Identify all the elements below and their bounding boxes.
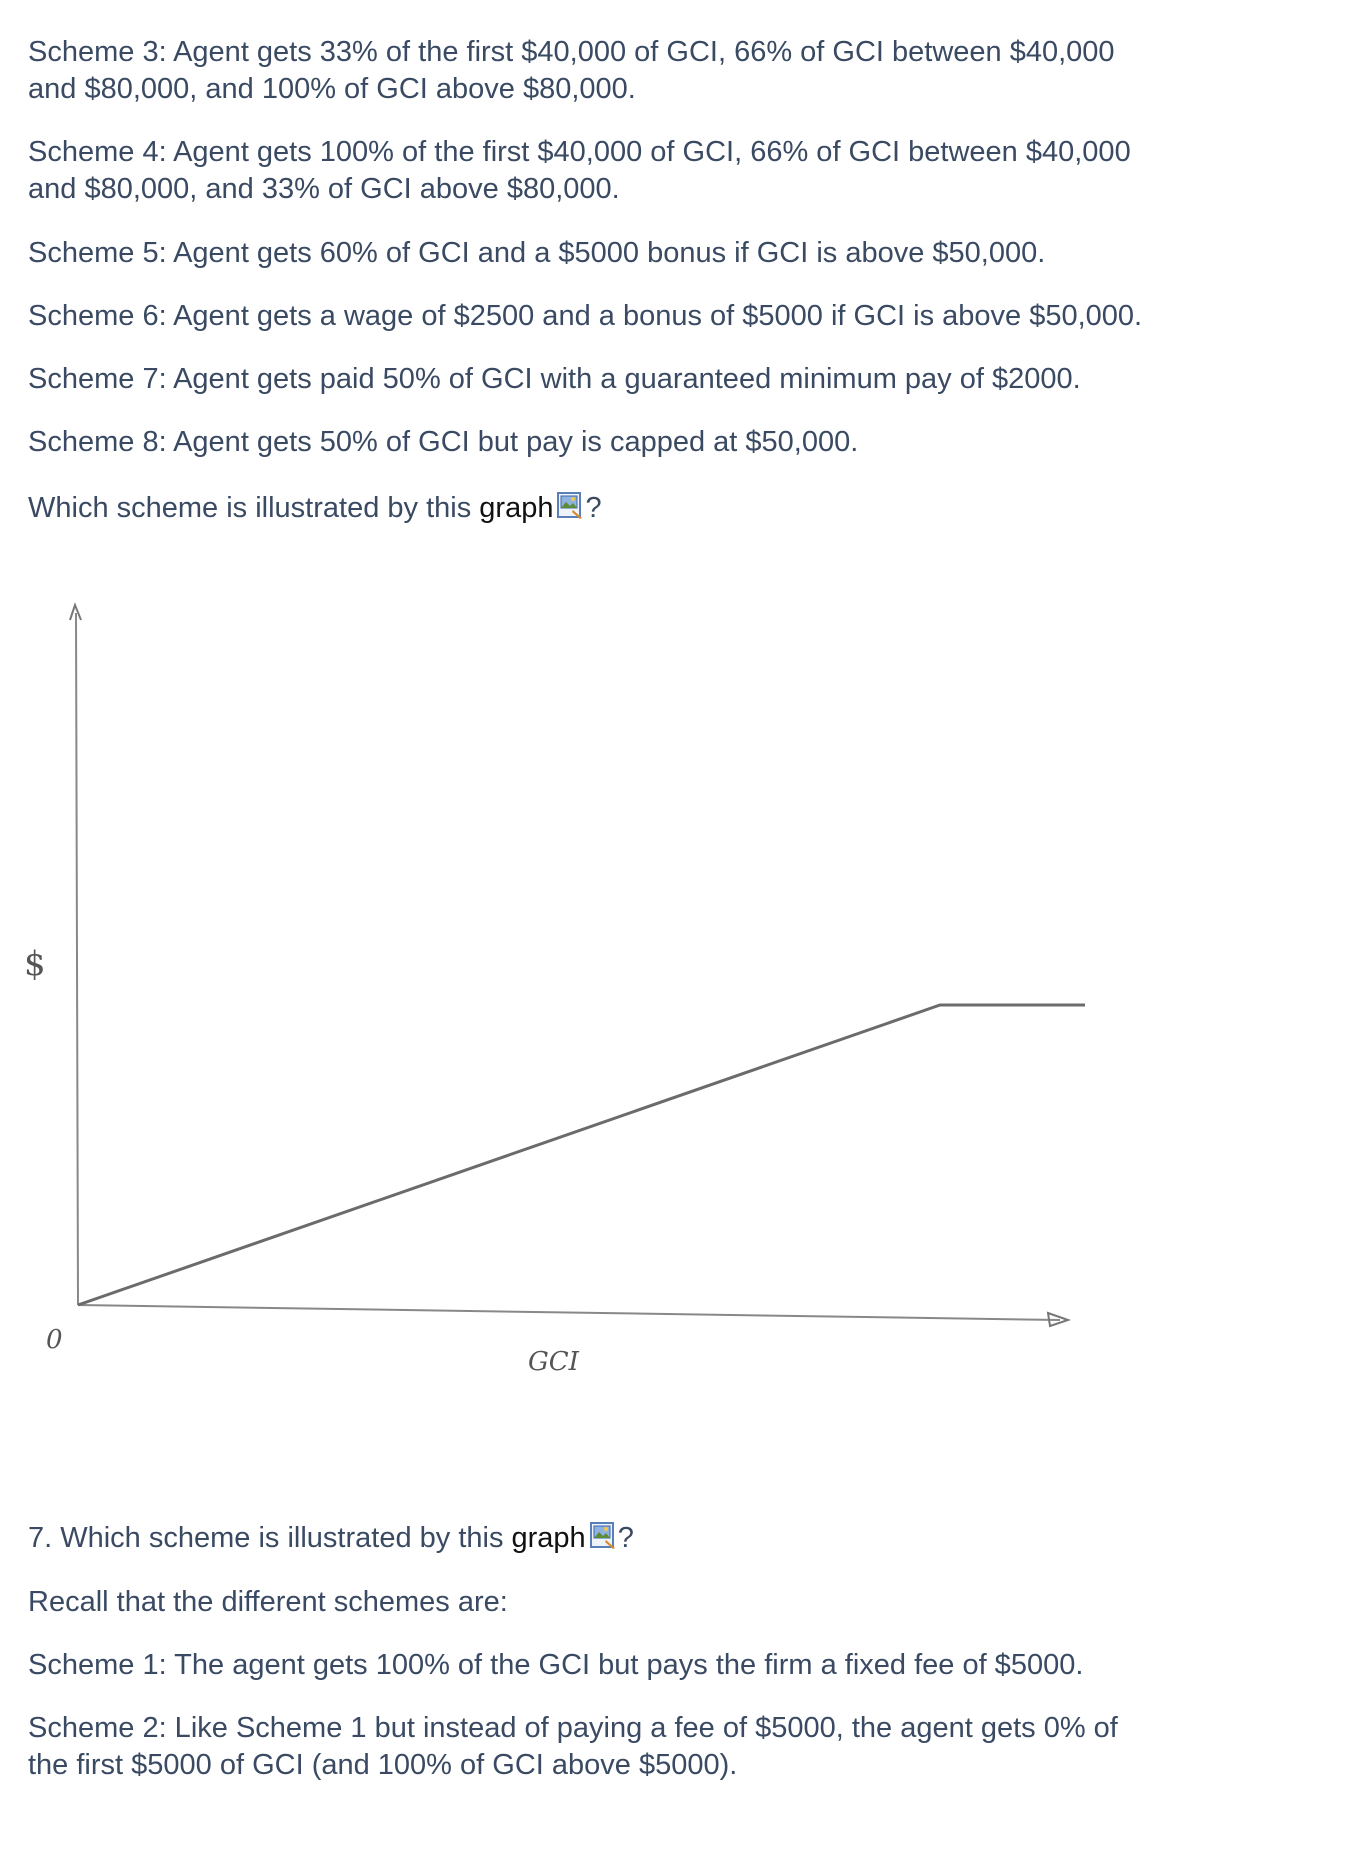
scheme-4-line-1: Scheme 4: Agent gets 100% of the first $40,000 of GCI, 66% of GCI between $40,000 [28, 136, 1131, 168]
scheme-3-line-2: and $80,000, and 100% of GCI above $80,000. [28, 73, 636, 105]
question-top [28, 490, 602, 527]
question-top-text: Which scheme is illustrated by this [28, 492, 480, 524]
scheme-8: Scheme 8: Agent gets 50% of GCI but pay is capped at $50,000. [28, 426, 859, 458]
scheme-1: Scheme 1: The agent gets 100% of the GCI but pays the firm a fixed fee of $5000. [28, 1649, 1084, 1681]
graph-link[interactable]: graph [479, 492, 554, 524]
scheme-2-line-1: Scheme 2: Like Scheme 1 but instead of paying a fee of $5000, the agent gets 0% of [28, 1712, 1118, 1744]
scheme-6: Scheme 6: Agent gets a wage of $2500 and a bonus of $5000 if GCI is above $50,000. [28, 300, 1143, 332]
x-axis [78, 1305, 1060, 1320]
scheme-graph [0, 580, 1363, 1400]
scheme-7: Scheme 7: Agent gets paid 50% of GCI with a guaranteed minimum pay of $2000. [28, 363, 1081, 395]
document-image-icon[interactable] [588, 1520, 618, 1550]
payoff-line [78, 1005, 1085, 1305]
recall-text: Recall that the different schemes are: [28, 1586, 508, 1618]
scheme-3-line-1: Scheme 3: Agent gets 33% of the first $40,000 of GCI, 66% of GCI between $40,000 [28, 36, 1115, 68]
question-7 [28, 1520, 634, 1557]
x-axis-label: GCI [528, 1347, 579, 1377]
document-image-icon[interactable] [555, 490, 585, 520]
y-axis [76, 613, 78, 1305]
scheme-2-line-2: the first $5000 of GCI (and 100% of GCI above $5000). [28, 1749, 738, 1781]
origin-label: 0 [46, 1325, 63, 1355]
graph-link-7[interactable]: graph [511, 1522, 586, 1554]
scheme-5: Scheme 5: Agent gets 60% of GCI and a $5000 bonus if GCI is above $50,000. [28, 237, 1046, 269]
question-7-text: 7. Which scheme is illustrated by this [28, 1522, 512, 1554]
y-axis-label: $ [24, 944, 46, 984]
question-7-end: ? [617, 1522, 634, 1554]
question-top-end: ? [585, 492, 602, 524]
scheme-4-line-2: and $80,000, and 33% of GCI above $80,000. [28, 173, 620, 205]
